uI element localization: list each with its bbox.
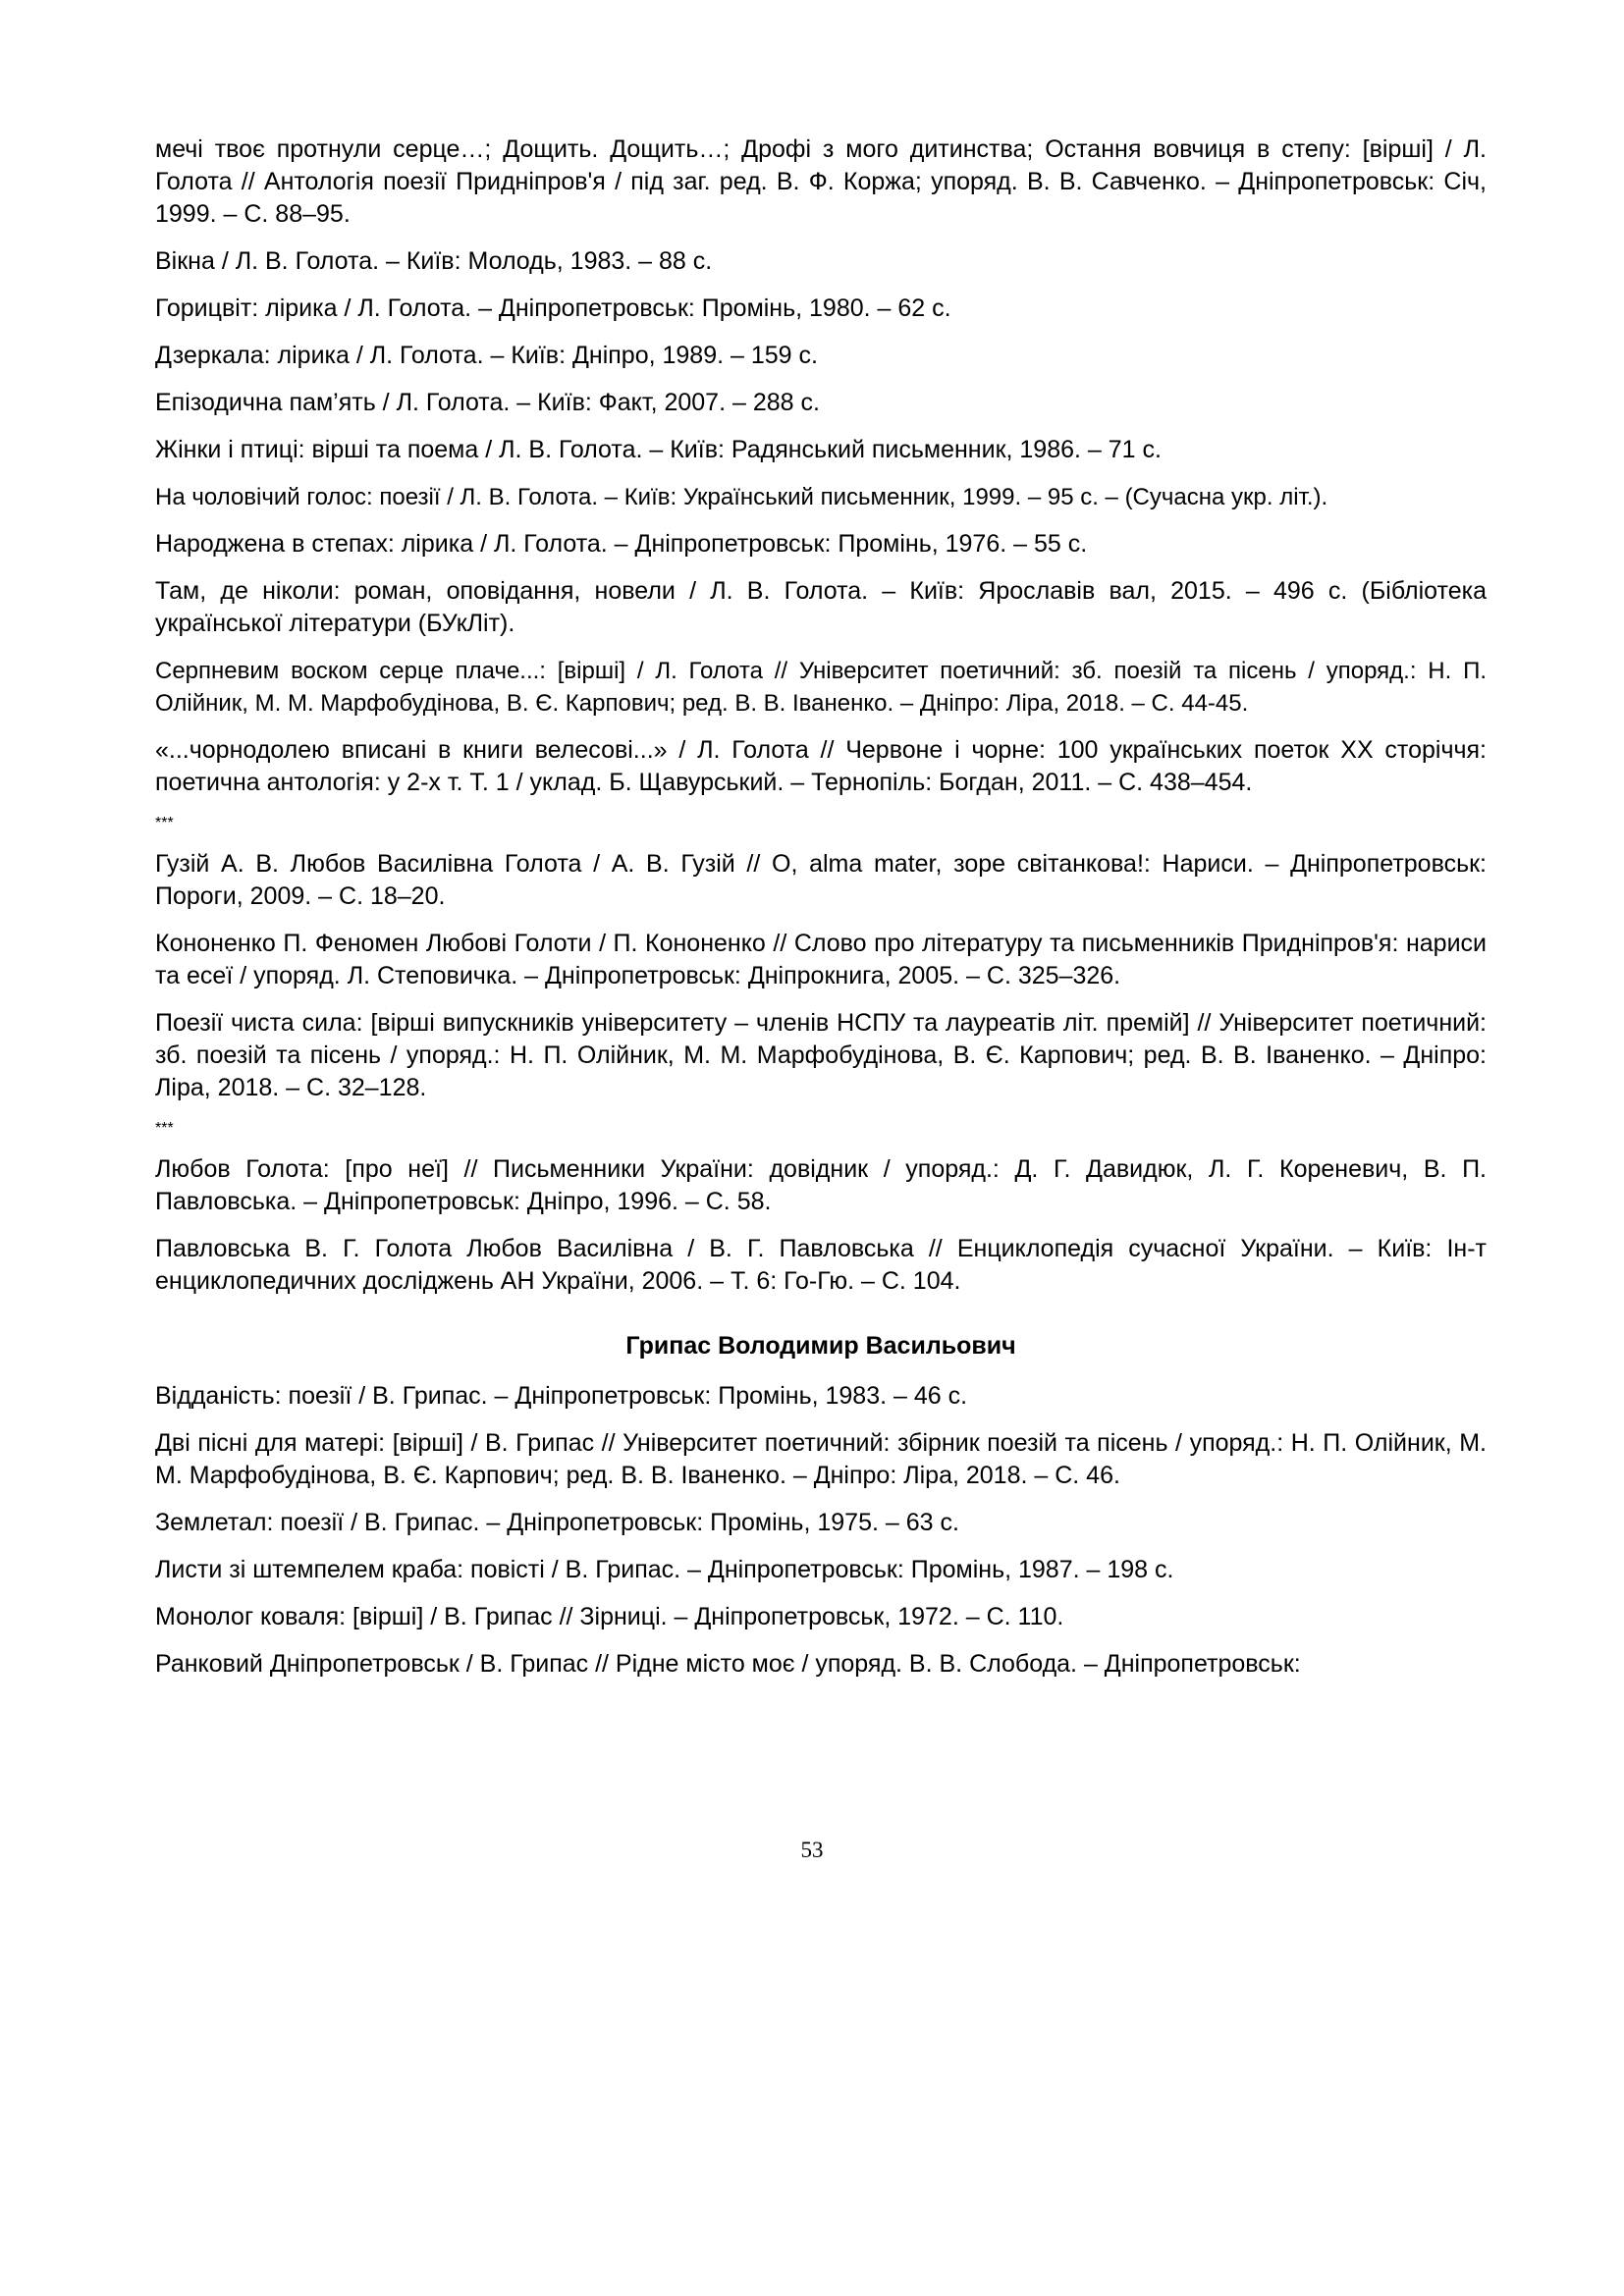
bibliography-entry: Павловська В. Г. Голота Любов Василівна / В. Г. Павловська // Енциклопедія сучасної України. – Київ: Ін-т енциклопедичних досліджень АН України, 2006. – Т. 6: Го-Гю. – С. 104. [155,1235,1487,1295]
section-separator: *** [155,815,174,831]
bibliography-entry: Там, де ніколи: роман, оповідання, новели / Л. В. Голота. – Київ: Ярославів вал, 2015. – 496 с. (Бібліотека української літератури (БУкЛіт). [155,577,1487,637]
bibliography-entry: Дзеркала: лірика / Л. Голота. – Київ: Дніпро, 1989. – 159 с. [155,342,818,369]
section-separator: *** [155,1120,174,1137]
author-heading: Грипас Володимир Васильович [625,1332,1016,1360]
bibliography-entry: Жінки і птиці: вірші та поема / Л. В. Голота. – Київ: Радянський письменник, 1986. – 71 с. [155,436,1162,463]
bibliography-entry: Гузій А. В. Любов Василівна Голота / А. В. Гузій // О, alma mater, зоре світанкова!: Нариси. – Дніпропетровськ: Пороги, 2009. – С. 18–20. [155,850,1487,910]
bibliography-entry: Горицвіт: лірика / Л. Голота. – Дніпропетровськ: Промінь, 1980. – 62 с. [155,294,951,322]
bibliography-entry: Листи зі штемпелем краба: повісті / В. Грипас. – Дніпропетровськ: Промінь, 1987. – 198 с. [155,1556,1174,1583]
bibliography-entry: Кононенко П. Феномен Любові Голоти / П. Кононенко // Слово про літературу та письменників Придніпров'я: нариси та есеї / упоряд. Л. Степовичка. – Дніпропетровськ: Дніпрокнига, 2005. – С. 325–326. [155,930,1487,989]
bibliography-entry: Відданість: поезії / В. Грипас. – Дніпропетровськ: Промінь, 1983. – 46 с. [155,1382,968,1410]
bibliography-entry: Серпневим воском серце плаче...: [вірші] / Л. Голота // Університет поетичний: зб. поезій та пісень / упоряд.: Н. П. Олійник, М. М. Марфобудінова, В. Є. Карпович; ред. В. В. Іваненко. – Дніпро: Ліра, 2018. – С. 44-45. [155,658,1487,717]
bibliography-entry: Поезії чиста сила: [вірші випускників університету – членів НСПУ та лауреатів літ. премій] // Університет поетичний: зб. поезій та пісень / упоряд.: Н. П. Олійник, М. М. Марфобудінова, В. Є. Карпович; ред. В. В. Іваненко. – Дніпро: Ліра, 2018. – С. 32–128. [155,1009,1487,1101]
bibliography-entry: На чоловічий голос: поезії / Л. В. Голота. – Київ: Український письменник, 1999. – 95 с. – (Сучасна укр. літ.). [155,484,1328,510]
bibliography-entry: «...чорнодолею вписані в книги велесові...» / Л. Голота // Червоне і чорне: 100 українських поеток ХХ сторіччя: поетична антологія: у 2-х т. Т. 1 / уклад. Б. Щавурський. – Тернопіль: Богдан, 2011. – С. 438–454. [155,736,1487,796]
bibliography-entry: Любов Голота: [про неї] // Письменники України: довідник / упоряд.: Д. Г. Давидюк, Л. Г. Кореневич, В. П. Павловська. – Дніпропетровськ: Дніпро, 1996. – С. 58. [155,1155,1487,1215]
page-number: 53 [800,1838,824,1862]
bibliography-entry: Дві пісні для матері: [вірші] / В. Грипас // Університет поетичний: збірник поезій та пісень / упоряд.: Н. П. Олійник, М. М. Марфобудінова, В. Є. Карпович; ред. В. В. Іваненко. – Дніпро: Ліра, 2018. – С. 46. [155,1429,1487,1489]
bibliography-entry: Народжена в степах: лірика / Л. Голота. – Дніпропетровськ: Промінь, 1976. – 55 с. [155,530,1088,558]
document-page [155,133,1487,1695]
bibliography-entry: Вікна / Л. В. Голота. – Київ: Молодь, 1983. – 88 с. [155,247,713,275]
bibliography-entry: Землетал: поезії / В. Грипас. – Дніпропетровськ: Промінь, 1975. – 63 с. [155,1509,959,1536]
bibliography-entry: Ранковий Дніпропетровськ / В. Грипас // Рідне місто моє / упоряд. В. В. Слобода. – Дніпропетровськ: [155,1650,1301,1678]
bibliography-entry: мечі твоє протнули серце…; Дощить. Дощить…; Дрофі з мого дитинства; Остання вовчиця в степу: [вірші] / Л. Голота // Антологія поезії Придніпров'я / під заг. ред. В. Ф. Коржа; упоряд. В. В. Савченко. – Дніпропетровськ: Січ, 1999. – С. 88–95. [155,135,1487,228]
bibliography-entry: Монолог коваля: [вірші] / В. Грипас // Зірниці. – Дніпропетровськ, 1972. – С. 110. [155,1603,1064,1630]
bibliography-entry: Епізодична пам’ять / Л. Голота. – Київ: Факт, 2007. – 288 с. [155,389,820,416]
